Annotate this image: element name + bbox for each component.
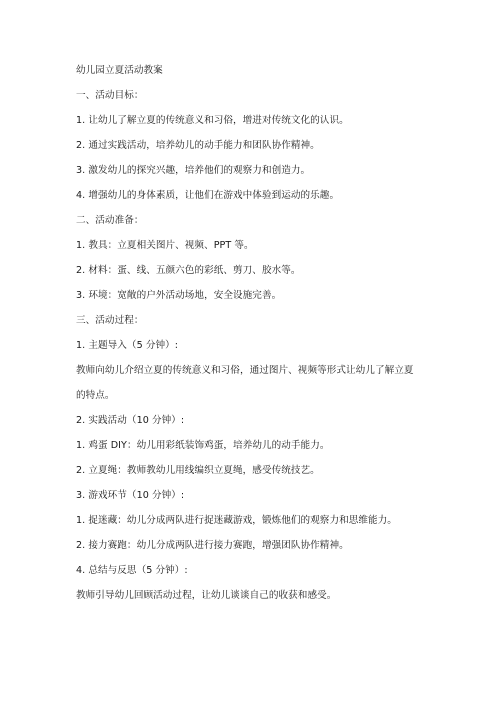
section-heading-goals: 一、活动目标：: [76, 90, 144, 101]
step-item: 2. 接力赛跑：幼儿分成两队进行接力赛跑，增强团队协作精神。: [76, 540, 349, 551]
step-heading: 2. 实践活动（10 分钟）:: [76, 415, 185, 426]
preparation-item: 2. 材料：蛋、线、五颜六色的彩纸、剪刀、胶水等。: [76, 265, 301, 276]
section-heading-process: 三、活动过程：: [76, 315, 144, 326]
section-heading-preparation: 二、活动准备：: [76, 215, 144, 226]
step-paragraph-line: 的特点。: [76, 390, 115, 401]
step-item: 1. 鸡蛋 DIY：幼儿用彩纸装饰鸡蛋，培养幼儿的动手能力。: [76, 440, 330, 451]
goal-item: 1. 让幼儿了解立夏的传统意义和习俗，增进对传统文化的认识。: [76, 115, 349, 126]
step-heading: 1. 主题导入（5 分钟）:: [76, 340, 179, 351]
goal-item: 3. 激发幼儿的探究兴趣，培养他们的观察力和创造力。: [76, 165, 311, 176]
step-item: 1. 捉迷藏：幼儿分成两队进行捉迷藏游戏，锻炼他们的观察力和思维能力。: [76, 515, 397, 526]
step-heading: 4. 总结与反思（5 分钟）:: [76, 565, 188, 576]
preparation-item: 3. 环境：宽敞的户外活动场地，安全设施完善。: [76, 290, 282, 301]
step-item: 2. 立夏绳：教师教幼儿用线编织立夏绳，感受传统技艺。: [76, 465, 320, 476]
document-title: 幼儿园立夏活动教案: [76, 65, 163, 76]
document-body: [76, 64, 426, 602]
step-heading: 3. 游戏环节（10 分钟）:: [76, 490, 185, 501]
goal-item: 2. 通过实践活动，培养幼儿的动手能力和团队协作精神。: [76, 140, 320, 151]
preparation-item: 1. 教具：立夏相关图片、视频、PPT 等。: [76, 240, 254, 251]
step-paragraph-line: 教师向幼儿介绍立夏的传统意义和习俗，通过图片、视频等形式让幼儿了解立夏: [76, 365, 414, 376]
goal-item: 4. 增强幼儿的身体素质，让他们在游戏中体验到运动的乐趣。: [76, 190, 340, 201]
step-paragraph-line: 教师引导幼儿回顾活动过程，让幼儿谈谈自己的收获和感受。: [76, 590, 337, 601]
